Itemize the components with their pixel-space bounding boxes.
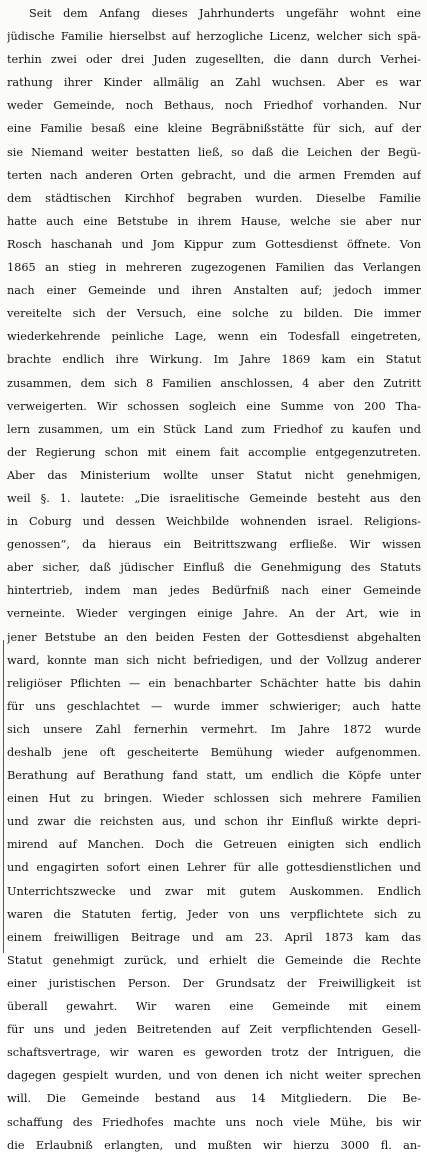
text-line: eine Familie besaß eine kleine Begräbnißstätte für sich, auf der	[7, 122, 421, 136]
text-line: vereitelte sich der Versuch, eine solche zu bilden. Die immer	[7, 307, 421, 321]
text-line: sie Niemand weiter bestatten ließ, so daß die Leichen der Begü-	[7, 145, 421, 159]
text-line: weder Gemeinde, noch Bethaus, noch Friedhof vorhanden. Nur	[7, 99, 421, 113]
text-line: wiederkehrende peinliche Lage, wenn ein Todesfall eingetreten,	[7, 330, 421, 344]
text-line: verneinte. Wieder vergingen einige Jahre. An der Art, wie in	[7, 607, 421, 621]
text-line: mirend auf Manchen. Doch die Getreuen einigten sich endlich	[7, 838, 421, 852]
text-line: deshalb jene oft gescheiterte Bemühung wieder aufgenommen.	[7, 746, 421, 759]
text-line: verweigerten. Wir schossen sogleich eine Summe von 200 Tha-	[7, 399, 421, 413]
text-line: sich unsere Zahl fernerhin vermehrt. Im Jahre 1872 wurde	[7, 722, 421, 736]
text-line: in Coburg und dessen Weichbilde wohnenden israel. Religions-	[7, 515, 421, 529]
text-line: aber sicher, daß jüdischer Einfluß die Genehmigung des Statuts	[7, 561, 421, 575]
text-line: Rosch haschanah und Jom Kippur zum Gottesdienst öffnete. Von	[7, 237, 421, 251]
text-line: schaffung des Friedhofes machte uns noch viele Mühe, bis wir	[7, 1115, 421, 1129]
text-line: terten nach anderen Orten gebracht, und die armen Fremden auf	[7, 168, 421, 182]
column-rule	[3, 640, 4, 953]
text-line: hintertrieb, indem man jedes Bedürfniß nach einer Gemeinde	[7, 584, 421, 598]
text-line: dem städtischen Kirchhof begraben wurden. Dieselbe Familie	[7, 191, 421, 205]
text-line: Aber das Ministerium wollte unser Statut nicht genehmigen,	[7, 468, 421, 482]
text-line: hatte auch eine Betstube in ihrem Hause, welche sie aber nur	[7, 214, 421, 228]
article-column	[7, 2, 421, 1157]
text-line: einem freiwilligen Beitrage und am 23. April 1873 kam das	[7, 930, 421, 944]
text-line: zusammen, dem sich 8 Familien anschlossen, 4 aber den Zutritt	[7, 376, 421, 390]
text-line: Statut genehmigt zurück, und erhielt die Gemeinde die Rechte	[7, 953, 421, 967]
text-line: Unterrichtszwecke und zwar mit gutem Auskommen. Endlich	[7, 884, 421, 898]
text-line: dagegen gespielt wurden, und von denen ich nicht weiter sprechen	[7, 1069, 421, 1083]
text-line: genossen“, da hieraus ein Beitrittszwang erfließe. Wir wissen	[7, 538, 421, 552]
text-line: Berathung auf Berathung fand statt, um endlich die Köpfe unter	[7, 769, 421, 783]
text-line: die Erlaubniß erlangten, und mußten wir hierzu 3000 fl. an-	[7, 1138, 421, 1152]
text-line: überall gewahrt. Wir waren eine Gemeinde mit einem	[7, 1000, 421, 1014]
text-line: waren die Statuten fertig, Jeder von uns verpflichtete sich zu	[7, 907, 421, 921]
text-line: lern zusammen, um ein Stück Land zum Friedhof zu kaufen und	[7, 422, 421, 436]
text-line: schaftsvertrage, wir waren es geworden trotz der Intriguen, die	[7, 1046, 421, 1060]
text-line: für uns und jeden Beitretenden auf Zeit verpflichtenden Gesell-	[7, 1023, 421, 1037]
text-line: und engagirten sofort einen Lehrer für alle gottesdienstlichen und	[7, 861, 421, 875]
text-line: einen Hut zu bringen. Wieder schlossen sich mehrere Familien	[7, 792, 421, 806]
text-line: jener Betstube an den beiden Festen der Gottesdienst abgehalten	[7, 630, 421, 644]
text-line: für uns geschlachtet — wurde immer schwieriger; auch hatte	[7, 699, 421, 713]
text-line: einer juristischen Person. Der Grundsatz der Freiwilligkeit ist	[7, 976, 421, 990]
text-line: der Regierung schon mit einem fait accomplie entgegenzutreten.	[7, 445, 421, 459]
text-line: und zwar die reichsten aus, und schon ihr Einfluß wirkte depri-	[7, 815, 421, 829]
text-line: jüdische Familie hierselbst auf herzogliche Licenz, welcher sich spä-	[7, 30, 421, 44]
text-line: rathung ihrer Kinder allmälig an Zahl wuchsen. Aber es war	[7, 76, 421, 90]
text-line: weil §. 1. lautete: „Die israelitische Gemeinde besteht aus den	[7, 491, 421, 505]
text-line: ward, konnte man sich nicht befriedigen, und der Vollzug anderer	[7, 653, 421, 667]
text-line: Seit dem Anfang dieses Jahrhunderts ungefähr wohnt eine	[29, 7, 421, 20]
text-line: nach einer Gemeinde und ihren Anstalten auf; jedoch immer	[7, 284, 421, 298]
text-line: brachte endlich ihre Wirkung. Im Jahre 1869 kam ein Statut	[7, 353, 421, 367]
text-line: 1865 an stieg in mehreren zugezogenen Familien das Verlangen	[7, 261, 421, 275]
text-line: will. Die Gemeinde bestand aus 14 Mitgliedern. Die Be-	[7, 1092, 421, 1106]
text-line: religiöser Pflichten — ein benachbarter Schächter hatte bis dahin	[7, 676, 421, 690]
text-line: terhin zwei oder drei Juden zugesellten, die dann durch Verhei-	[7, 53, 421, 67]
